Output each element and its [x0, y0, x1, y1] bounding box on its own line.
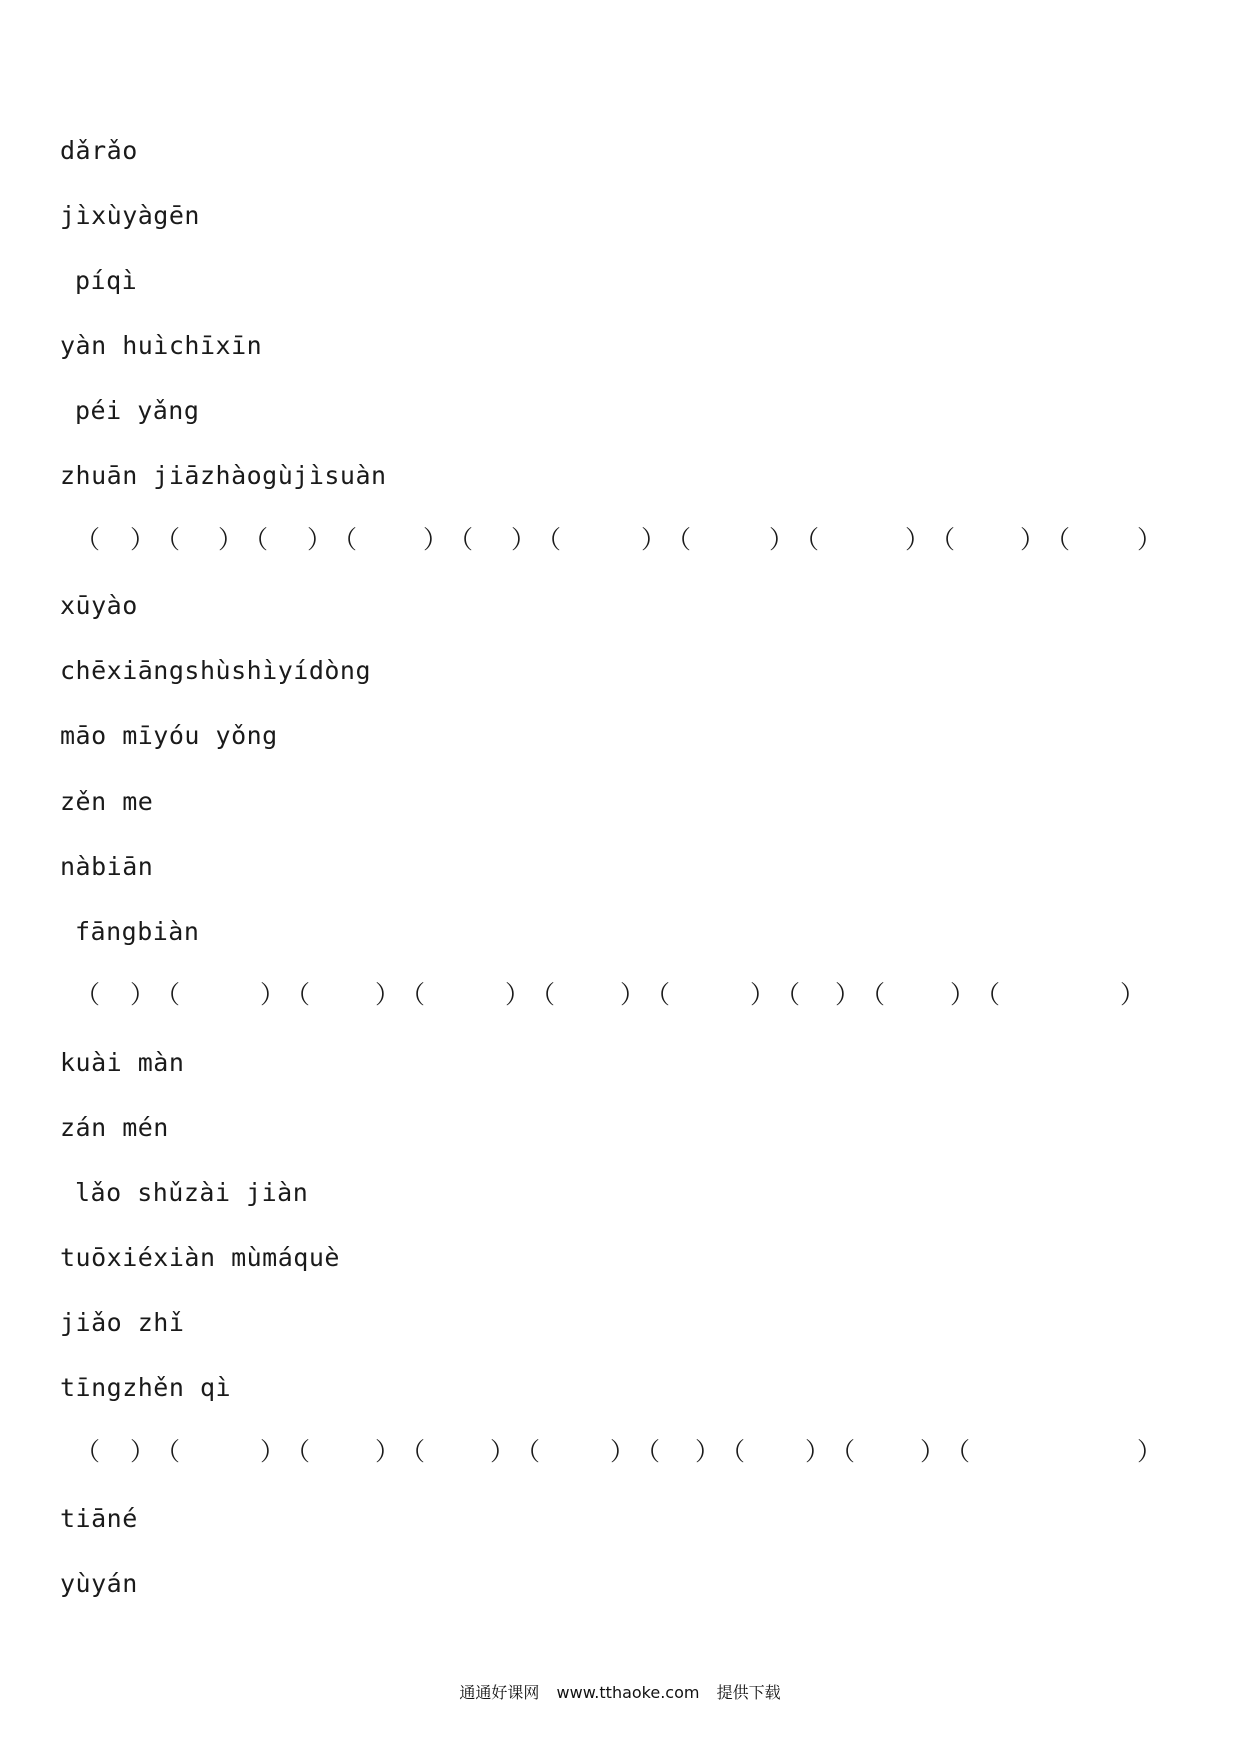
close-paren: ）	[130, 980, 156, 1009]
close-paren: ）	[950, 980, 976, 1009]
open-paren: （	[930, 525, 956, 554]
open-paren: （	[75, 980, 101, 1009]
open-paren: （	[635, 1437, 661, 1466]
close-paren: ）	[375, 1437, 401, 1466]
open-paren: （	[400, 1437, 426, 1466]
open-paren: （	[794, 525, 820, 554]
open-paren: （	[332, 525, 358, 554]
page-footer	[0, 1680, 1240, 1703]
pinyin-line: péi yǎng	[75, 396, 200, 425]
open-paren: （	[243, 525, 269, 554]
close-paren: ）	[620, 980, 646, 1009]
answer-bracket-row	[75, 524, 1175, 556]
open-paren: （	[155, 1437, 181, 1466]
open-paren: （	[285, 1437, 311, 1466]
close-paren: ）	[835, 980, 861, 1009]
close-paren: ）	[218, 525, 244, 554]
pinyin-line: zán mén	[60, 1113, 169, 1142]
pinyin-line: zhuān jiāzhàogùjìsuàn	[60, 461, 387, 490]
open-paren: （	[75, 1437, 101, 1466]
close-paren: ）	[1120, 980, 1146, 1009]
open-paren: （	[775, 980, 801, 1009]
open-paren: （	[1045, 525, 1071, 554]
close-paren: ）	[307, 525, 333, 554]
footer-suffix: 提供下载	[716, 1683, 781, 1702]
pinyin-line: píqì	[75, 266, 138, 295]
open-paren: （	[945, 1437, 971, 1466]
close-paren: ）	[505, 980, 531, 1009]
open-paren: （	[720, 1437, 746, 1466]
open-paren: （	[75, 525, 101, 554]
pinyin-line: chēxiāngshùshìyídòng	[60, 656, 372, 685]
open-paren: （	[285, 980, 311, 1009]
footer-url[interactable]: www.tthaoke.com	[556, 1683, 700, 1702]
pinyin-line: māo mīyóu yǒng	[60, 721, 278, 750]
answer-bracket-row	[75, 1436, 1175, 1468]
pinyin-line: xūyào	[60, 591, 138, 620]
pinyin-line: fāngbiàn	[75, 917, 200, 946]
pinyin-line: tīngzhěn qì	[60, 1373, 232, 1402]
pinyin-line: lǎo shǔzài jiàn	[75, 1178, 309, 1207]
open-paren: （	[666, 525, 692, 554]
open-paren: （	[860, 980, 886, 1009]
close-paren: ）	[130, 1437, 156, 1466]
close-paren: ）	[610, 1437, 636, 1466]
close-paren: ）	[641, 525, 667, 554]
pinyin-line: nàbiān	[60, 852, 154, 881]
open-paren: （	[155, 525, 181, 554]
open-paren: （	[975, 980, 1001, 1009]
footer-site-name: 通通好课网	[459, 1683, 540, 1702]
close-paren: ）	[1137, 1437, 1163, 1466]
close-paren: ）	[695, 1437, 721, 1466]
pinyin-line: zěn me	[60, 787, 154, 816]
close-paren: ）	[920, 1437, 946, 1466]
close-paren: ）	[750, 980, 776, 1009]
pinyin-line: tiāné	[60, 1504, 138, 1533]
open-paren: （	[830, 1437, 856, 1466]
open-paren: （	[448, 525, 474, 554]
close-paren: ）	[260, 980, 286, 1009]
pinyin-line: kuài màn	[60, 1048, 185, 1077]
pinyin-line: jìxùyàgēn	[60, 201, 200, 230]
close-paren: ）	[805, 1437, 831, 1466]
pinyin-line: yùyán	[60, 1569, 138, 1598]
close-paren: ）	[905, 525, 931, 554]
pinyin-line: tuōxiéxiàn mùmáquè	[60, 1243, 340, 1272]
pinyin-line: yàn huìchīxīn	[60, 331, 263, 360]
close-paren: ）	[1020, 525, 1046, 554]
close-paren: ）	[423, 525, 449, 554]
close-paren: ）	[511, 525, 537, 554]
close-paren: ）	[490, 1437, 516, 1466]
close-paren: ）	[260, 1437, 286, 1466]
open-paren: （	[530, 980, 556, 1009]
open-paren: （	[155, 980, 181, 1009]
pinyin-line: jiǎo zhǐ	[60, 1308, 185, 1337]
pinyin-line: dǎrǎo	[60, 136, 138, 165]
close-paren: ）	[1137, 525, 1163, 554]
open-paren: （	[515, 1437, 541, 1466]
open-paren: （	[400, 980, 426, 1009]
answer-bracket-row	[75, 979, 1175, 1011]
close-paren: ）	[375, 980, 401, 1009]
open-paren: （	[536, 525, 562, 554]
open-paren: （	[645, 980, 671, 1009]
close-paren: ）	[769, 525, 795, 554]
close-paren: ）	[130, 525, 156, 554]
